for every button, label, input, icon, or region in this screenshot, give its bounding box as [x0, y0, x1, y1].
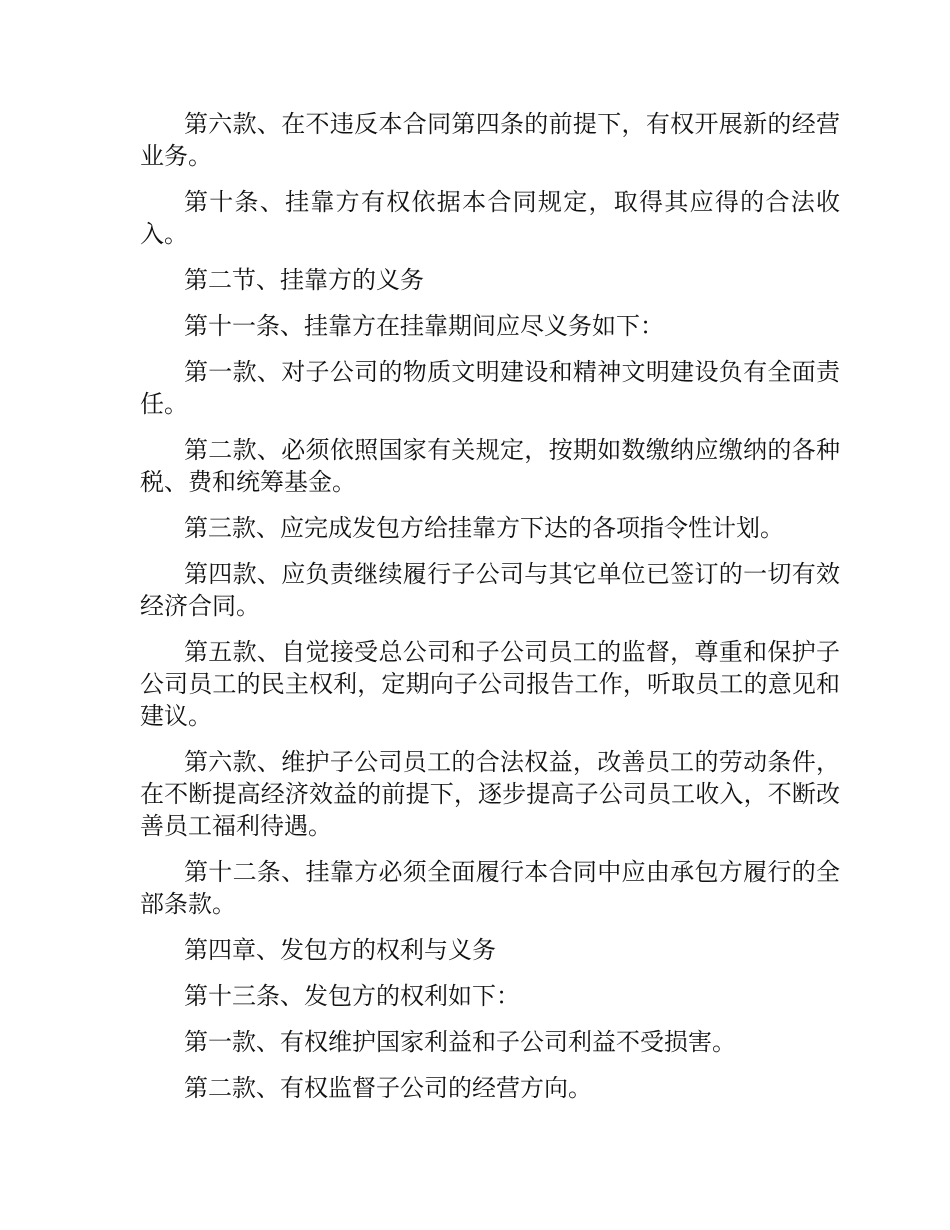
- paragraph: 第二款、有权监督子公司的经营方向。: [184, 1074, 592, 1102]
- paragraph: 第六款、在不违反本合同第四条的前提下，有权开展新的经营业务。: [140, 110, 840, 170]
- paragraph: 第六款、维护子公司员工的合法权益，改善员工的劳动条件，在不断提高经济效益的前提下，逐步提高子公司员工收入，不断改善员工福利待遇。: [140, 748, 840, 840]
- section-heading: 第二节、挂靠方的义务: [184, 266, 424, 294]
- document-page: [140, 108, 840, 1118]
- paragraph: 第十三条、发包方的权利如下：: [184, 982, 520, 1010]
- paragraph: 第十条、挂靠方有权依据本合同规定，取得其应得的合法收入。: [140, 188, 840, 248]
- paragraph: 第二款、必须依照国家有关规定，按期如数缴纳应缴纳的各种税、费和统筹基金。: [140, 436, 840, 496]
- paragraph: 第十二条、挂靠方必须全面履行本合同中应由承包方履行的全部条款。: [140, 858, 840, 918]
- paragraph: 第三款、应完成发包方给挂靠方下达的各项指令性计划。: [184, 514, 784, 542]
- paragraph: 第十一条、挂靠方在挂靠期间应尽义务如下：: [184, 312, 664, 340]
- paragraph: 第一款、有权维护国家利益和子公司利益不受损害。: [184, 1028, 736, 1056]
- paragraph: 第一款、对子公司的物质文明建设和精神文明建设负有全面责任。: [140, 358, 840, 418]
- paragraph: 第五款、自觉接受总公司和子公司员工的监督，尊重和保护子公司员工的民主权利，定期向子公司报告工作，听取员工的意见和建议。: [140, 638, 840, 730]
- chapter-heading: 第四章、发包方的权利与义务: [184, 936, 496, 964]
- paragraph: 第四款、应负责继续履行子公司与其它单位已签订的一切有效经济合同。: [140, 560, 840, 620]
